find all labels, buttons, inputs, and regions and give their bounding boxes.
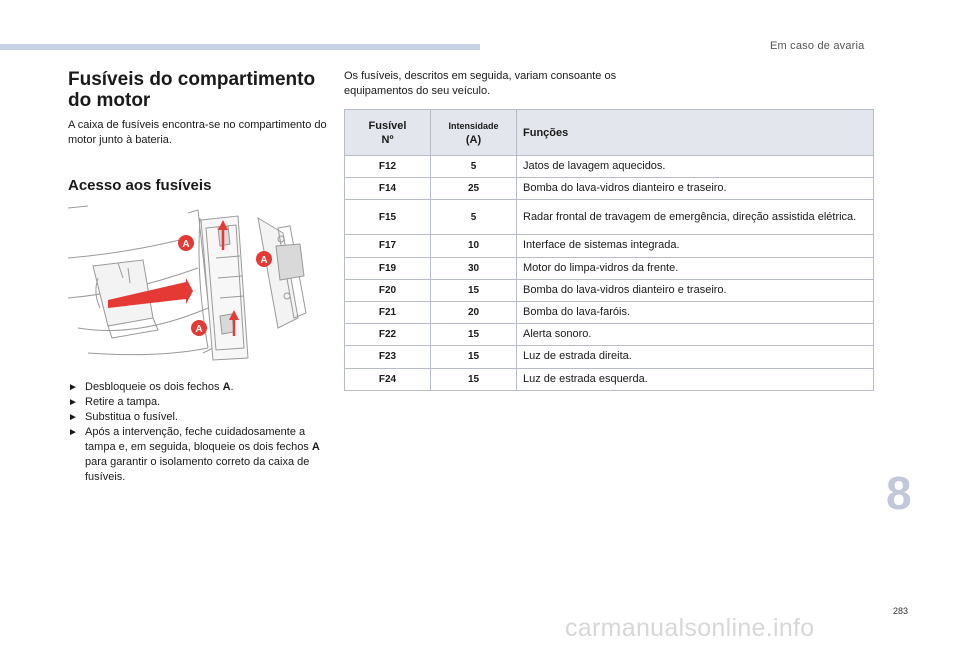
bullet-icon: ►: [68, 427, 78, 438]
callout-badge: [178, 235, 194, 251]
table-row: F21 20 Bomba do lava-faróis.: [345, 301, 874, 323]
list-item: ► Retire a tampa.: [68, 396, 161, 408]
intro-text: A caixa de fusíveis encontra-se no compartimento do motor junto à bateria.: [68, 119, 327, 146]
bullet-icon: ►: [68, 412, 78, 423]
table-row: F24 15 Luz de estrada esquerda.: [345, 368, 874, 390]
table-row: F14 25 Bomba do lava-vidros dianteiro e traseiro.: [345, 178, 874, 200]
callout-badge: [256, 251, 272, 267]
callout-badge: [191, 320, 207, 336]
table-row: F20 15 Bomba do lava-vidros dianteiro e traseiro.: [345, 279, 874, 301]
table-row: F15 5 Radar frontal de travagem de emergência, direção assistida elétrica.: [345, 200, 874, 235]
svg-text:A: A: [195, 324, 203, 335]
steps-list: [68, 380, 330, 485]
bullet-icon: ►: [68, 382, 78, 393]
subsection-title: Acesso aos fusíveis: [68, 177, 212, 194]
header-accent-bar: [0, 44, 480, 50]
column-header-amperage: Intensidade (A): [431, 110, 517, 156]
fuse-table: [344, 109, 874, 391]
fuse-box-illustration: [68, 198, 330, 363]
table-intro: Os fusíveis, descritos em seguida, variam consoante os equipamentos do seu veículo.: [344, 70, 617, 97]
table-row: F19 30 Motor do limpa-vidros da frente.: [345, 257, 874, 279]
table-row: F12 5 Jatos de lavagem aquecidos.: [345, 156, 874, 178]
svg-text:A: A: [182, 239, 190, 250]
page-number: 283: [893, 606, 909, 616]
section-title: Em caso de avaria: [770, 40, 865, 52]
list-item: ► Desbloqueie os dois fechos A.: [68, 381, 234, 393]
table-header-row: [345, 110, 874, 156]
table-row: F17 10 Interface de sistemas integrada.: [345, 235, 874, 257]
table-row: F22 15 Alerta sonoro.: [345, 324, 874, 346]
list-item: ► Após a intervenção, feche cuidadosamente a tampa e, em seguida, bloqueie os dois fechos A para garantir o isolamento correto da caixa de fusíveis.: [68, 426, 320, 483]
list-item: ► Substitua o fusível.: [68, 411, 178, 423]
column-header-functions: Funções: [517, 110, 874, 156]
chapter-number: 8: [886, 467, 912, 519]
page-title: Fusíveis do compartimento do motor: [68, 69, 316, 111]
watermark: carmanualsonline.info: [565, 614, 815, 642]
svg-text:A: A: [260, 255, 268, 266]
column-header-fuse: Fusível Nº: [345, 110, 431, 156]
table-row: F23 15 Luz de estrada direita.: [345, 346, 874, 368]
bullet-icon: ►: [68, 397, 78, 408]
